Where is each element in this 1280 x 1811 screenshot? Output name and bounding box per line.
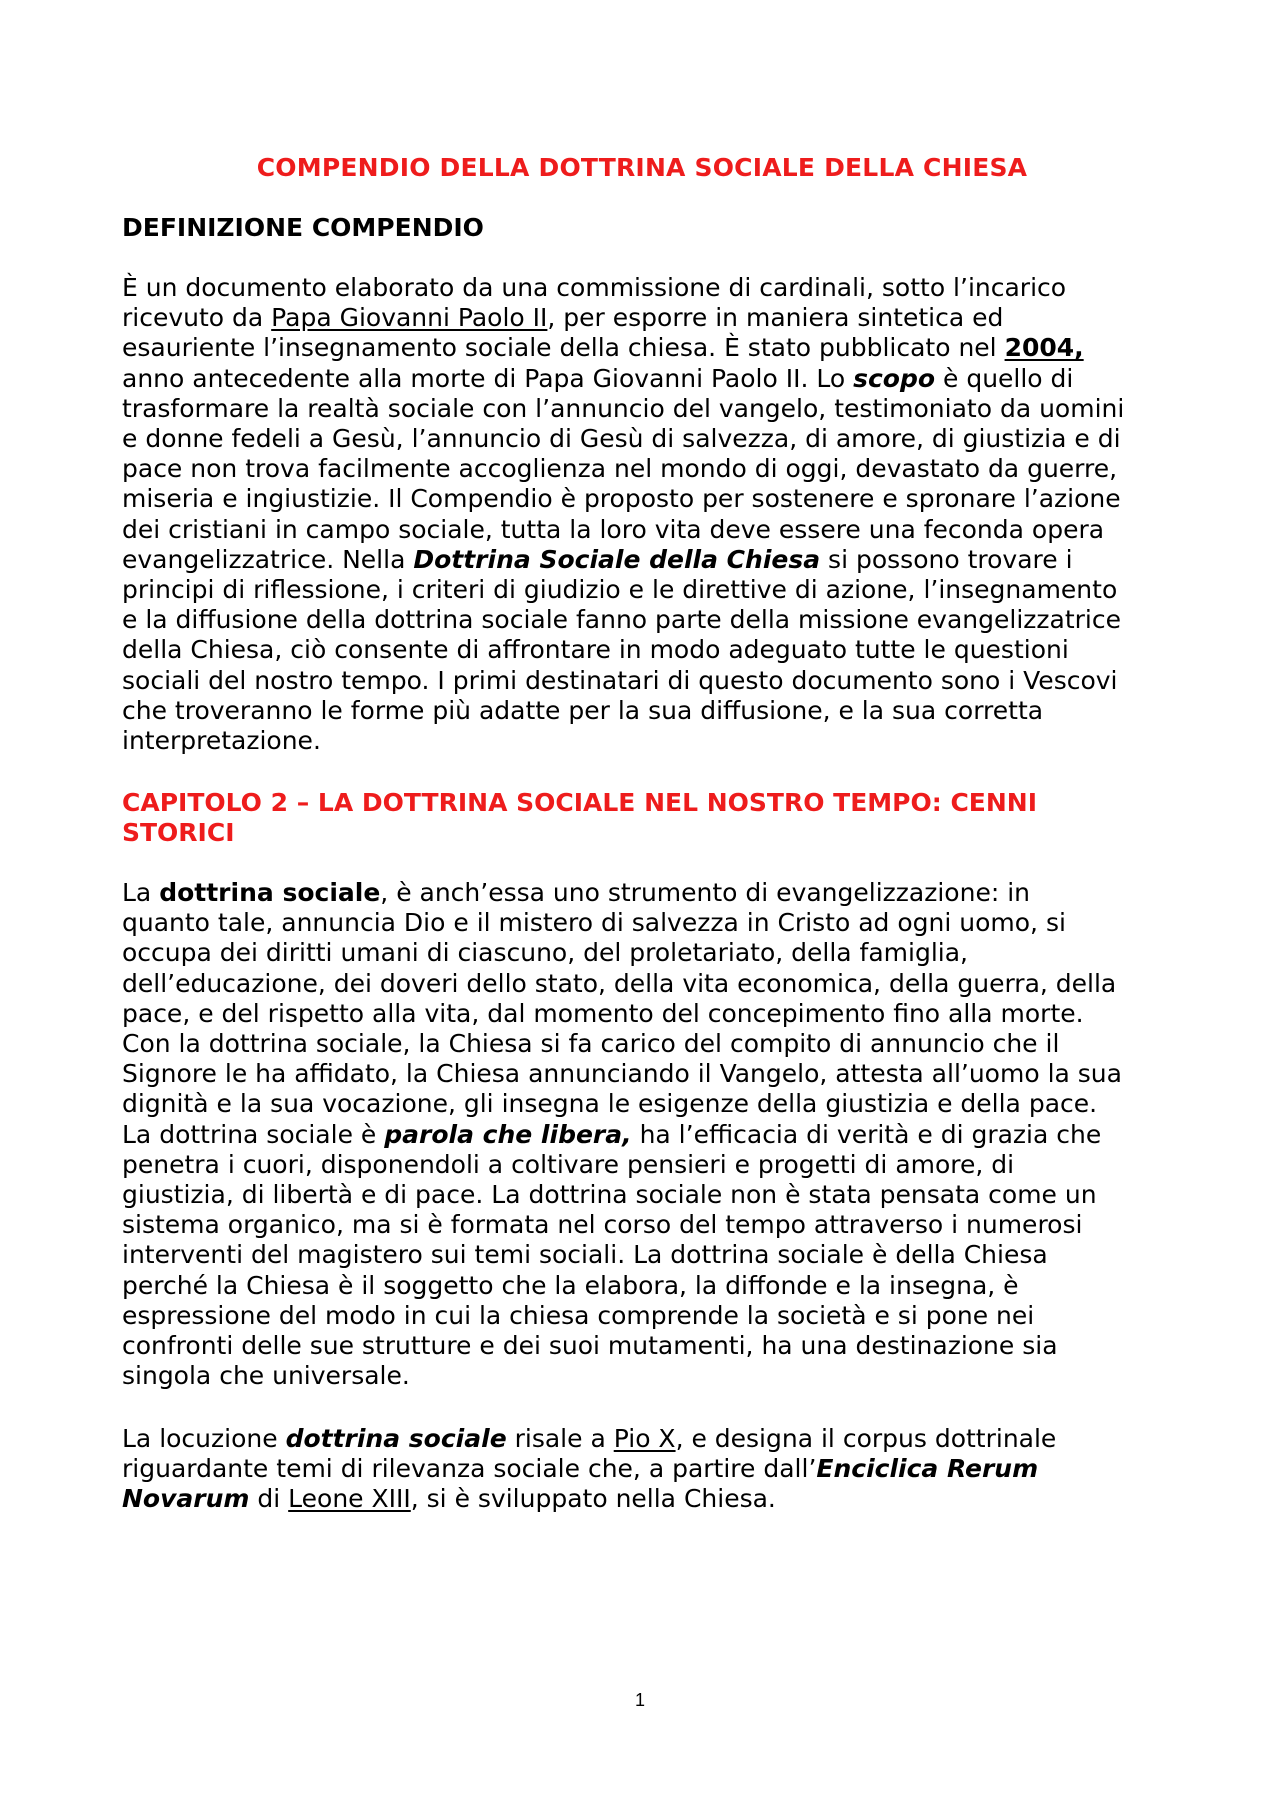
text-run: ha l’efficacia di verità e di grazia che <box>631 1119 1102 1149</box>
text-line: giustizia, di libertà e di pace. La dottrina sociale non è stata pensata come un <box>122 1180 1097 1210</box>
text-line: occupa dei diritti umani di ciascuno, del proletariato, della famiglia, <box>122 938 968 968</box>
text-run: esauriente l’insegnamento sociale della chiesa. È stato pubblicato nel <box>122 333 1005 363</box>
year-2004: 2004, <box>1004 333 1084 363</box>
text-line: che troveranno le forme più adatte per la sua diffusione, e la sua corretta <box>122 695 1044 725</box>
paragraph-dottrina-sociale <box>122 878 1122 1391</box>
section-heading-capitolo-2 <box>122 788 1162 848</box>
text-line: penetra i cuori, disponendoli a coltivare pensieri e progetti di amore, di <box>122 1149 1015 1179</box>
text-line: espressione del modo in cui la chiesa comprende la società e si pone nei <box>122 1300 1035 1330</box>
text-run: evangelizzatrice. Nella <box>122 544 414 574</box>
text-line: trasformare la realtà sociale con l’annuncio del vangelo, testimoniato da uomini <box>122 393 1125 423</box>
text-line: perché la Chiesa è il soggetto che la elabora, la diffonde e la insegna, è <box>122 1270 1019 1300</box>
text-line: dell’educazione, dei doveri dello stato, della vita economica, della guerra, della <box>122 968 1117 998</box>
text-run: , e designa il corpus dottrinale <box>675 1424 1057 1453</box>
text-line: e la diffusione della dottrina sociale fanno parte della missione evangelizzatrice <box>122 605 1121 635</box>
text-line <box>122 1120 1122 1150</box>
text-line <box>122 303 1124 333</box>
emphasis-scopo: scopo <box>853 363 936 393</box>
text-run: , per esporre in maniera sintetica ed <box>547 303 1004 333</box>
link-papa-giovanni-paolo[interactable]: Papa Giovanni Paolo II <box>271 303 548 333</box>
text-line <box>122 333 1124 363</box>
text-line: quanto tale, annuncia Dio e il mistero di salvezza in Cristo ad ogni uomo, si <box>122 908 1066 938</box>
emphasis-dottrina-sociale: dottrina sociale <box>285 1424 507 1453</box>
heading-line: STORICI <box>122 818 235 847</box>
section-heading-definizione: DEFINIZIONE COMPENDIO <box>122 213 484 242</box>
emphasis-dottrina-sociale-chiesa: Dottrina Sociale della Chiesa <box>413 544 821 574</box>
link-pio-x[interactable]: Pio X <box>613 1424 676 1453</box>
emphasis-enciclica-rerum: Enciclica Rerum <box>816 1454 1039 1484</box>
text-line: È un documento elaborato da una commissione di cardinali, sotto l’incarico <box>122 273 1067 302</box>
text-line: Con la dottrina sociale, la Chiesa si fa carico del compito di annuncio che il <box>122 1029 1060 1059</box>
text-line: singola che universale. <box>122 1361 410 1391</box>
text-line: confronti delle sue strutture e dei suoi mutamenti, ha una destinazione sia <box>122 1331 1058 1361</box>
page-number: 1 <box>634 1690 645 1710</box>
text-line: miseria e ingiustizie. Il Compendio è proposto per sostenere e spronare l’azione <box>122 484 1121 514</box>
text-run: si possono trovare i <box>820 544 1073 574</box>
text-line <box>122 1454 1056 1484</box>
text-run: è quello di <box>935 363 1074 393</box>
text-line: sociali del nostro tempo. I primi destinatari di questo documento sono i Vescovi <box>122 665 1118 695</box>
text-line: pace non trova facilmente accoglienza nel mondo di oggi, devastato da guerre, <box>122 454 1118 484</box>
text-line <box>122 364 1124 394</box>
document-title: COMPENDIO DELLA DOTTRINA SOCIALE DELLA CHIESA <box>256 153 1028 182</box>
link-leone-xiii[interactable]: Leone XIII <box>288 1484 411 1514</box>
text-run: La locuzione <box>122 1424 286 1453</box>
text-run: La <box>122 878 160 907</box>
heading-line: CAPITOLO 2 – LA DOTTRINA SOCIALE NEL NOSTRO TEMPO: CENNI <box>122 788 1038 817</box>
text-line: e donne fedeli a Gesù, l’annuncio di Gesù di salvezza, di amore, di giustizia e di <box>122 424 1121 454</box>
text-line: pace, e del rispetto alla vita, dal momento del concepimento fino alla morte. <box>122 998 1084 1028</box>
text-line <box>122 878 1122 908</box>
text-line: interpretazione. <box>122 726 321 756</box>
text-line <box>122 1484 1056 1514</box>
text-run: risale a <box>506 1424 614 1453</box>
text-line: Signore le ha affidato, la Chiesa annunciando il Vangelo, attesta all’uomo la sua <box>122 1059 1122 1089</box>
emphasis-parola-che-libera: parola che libera, <box>384 1119 632 1149</box>
text-line: dignità e la sua vocazione, gli insegna le esigenze della giustizia e della pace. <box>122 1089 1098 1119</box>
emphasis-novarum: Novarum <box>122 1484 250 1514</box>
paragraph-locuzione <box>122 1424 1056 1515</box>
text-run: di <box>249 1484 289 1514</box>
text-run: riguardante temi di rilevanza sociale che, a partire dall’ <box>122 1454 817 1484</box>
text-line <box>122 545 1124 575</box>
text-line: interventi del magistero sui temi sociali. La dottrina sociale è della Chiesa <box>122 1240 1048 1270</box>
text-run: ricevuto da <box>122 303 272 333</box>
paragraph-definizione <box>122 273 1124 756</box>
text-line: principi di riflessione, i criteri di giudizio e le direttive di azione, l’insegnamento <box>122 575 1118 605</box>
emphasis-dottrina-sociale: dottrina sociale <box>159 878 381 907</box>
text-line: sistema organico, ma si è formata nel corso del tempo attraverso i numerosi <box>122 1210 1083 1240</box>
text-line <box>122 1424 1056 1454</box>
text-run: , è anch’essa uno strumento di evangelizzazione: in <box>380 878 1030 907</box>
text-run: , si è sviluppato nella Chiesa. <box>410 1484 776 1514</box>
text-line: della Chiesa, ciò consente di affrontare in modo adeguato tutte le questioni <box>122 635 1069 665</box>
text-line: dei cristiani in campo sociale, tutta la loro vita deve essere una feconda opera <box>122 514 1105 544</box>
text-run: anno antecedente alla morte di Papa Giovanni Paolo II. Lo <box>122 363 854 393</box>
text-run: La dottrina sociale è <box>122 1119 385 1149</box>
